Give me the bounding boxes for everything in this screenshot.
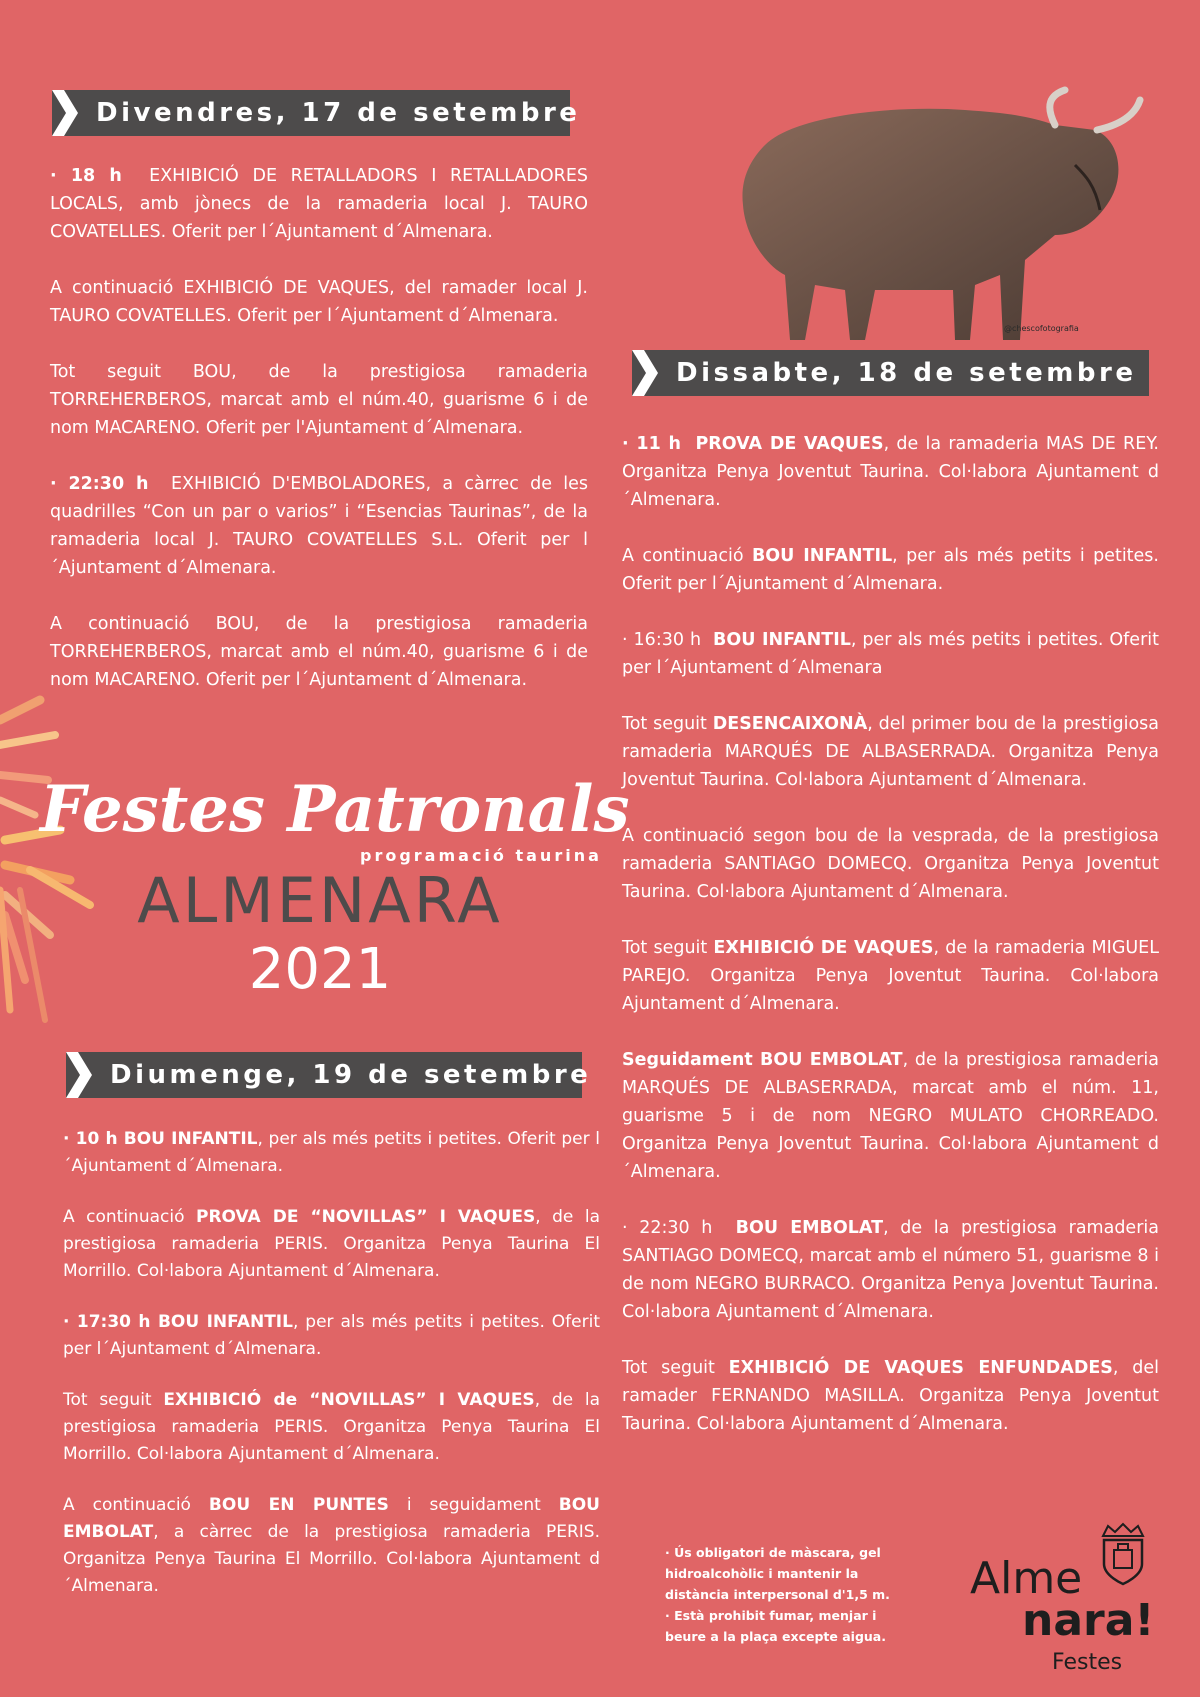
saturday-event-2: A continuació BOU INFANTIL, per als més petits i petites. Oferit per l´Ajuntament d´Almenara. — [622, 546, 1159, 594]
poster-year: 2021 — [248, 937, 392, 1002]
chevron-right-icon — [632, 350, 660, 396]
firework-decoration — [0, 690, 110, 1050]
chevron-right-icon — [52, 90, 80, 136]
almenara-festes-logo — [970, 1518, 1155, 1678]
saturday-event-3: · 16:30 h BOU INFANTIL, per als més petits i petites. Oferit per l´Ajuntament d´Almenara — [622, 630, 1159, 678]
crown-shield-icon — [1098, 1522, 1148, 1586]
friday-event-3: Tot seguit BOU, de la prestigiosa ramaderia TORREHERBEROS, marcat amb el núm.40, guarisme 6 i de nom MACARENO. Oferit per l'Ajuntament d´Almenara. — [50, 362, 588, 438]
note-mask: · Ús obligatori de màscara, gel hidroalcohòlic i mantenir la distància interpersonal d'1,5 m. — [665, 1545, 890, 1602]
safety-notes — [665, 1542, 905, 1647]
logo-line-1: Alme — [970, 1553, 1083, 1604]
poster-title: Festes Patronals — [40, 772, 630, 847]
logo-line-3: Festes — [1052, 1650, 1123, 1675]
poster-subtitle: programació taurina — [360, 846, 602, 865]
friday-event-4: · 22:30 h EXHIBICIÓ D'EMBOLADORES, a càrrec de les quadrilles “Con un par o varios” i “Esencias Taurinas”, de la ramaderia local J. TAURO COVATELLES S.L. Oferit per l´Ajuntament d´Almenara. — [50, 474, 588, 578]
sunday-event-3: · 17:30 h BOU INFANTIL, per als més petits i petites. Oferit per l´Ajuntament d´Almenara. — [63, 1312, 600, 1359]
sunday-event-5: A continuació BOU EN PUNTES i seguidament BOU EMBOLAT, a càrrec de la prestigiosa ramaderia PERIS. Organitza Penya Taurina El Morrillo. Col·labora Ajuntament d´Almenara. — [63, 1495, 600, 1596]
saturday-event-1: · 11 h PROVA DE VAQUES, de la ramaderia MAS DE REY. Organitza Penya Joventut Taurina. Col·labora Ajuntament d´Almenara. — [622, 434, 1159, 510]
sunday-event-1: · 10 h BOU INFANTIL, per als més petits i petites. Oferit per l´Ajuntament d´Almenara. — [63, 1129, 600, 1176]
sunday-events — [63, 1126, 600, 1600]
banner-friday — [52, 90, 581, 136]
saturday-event-9: Tot seguit EXHIBICIÓ DE VAQUES ENFUNDADES, del ramader FERNANDO MASILLA. Organitza Penya Joventut Taurina. Col·labora Ajuntament d´Almenara. — [622, 1358, 1159, 1434]
bull-illustration — [725, 85, 1150, 350]
sunday-event-4: Tot seguit EXHIBICIÓ de “NOVILLAS” I VAQUES, de la prestigiosa ramaderia PERIS. Organitza Penya Taurina El Morrillo. Col·labora Ajuntament d´Almenara. — [63, 1390, 601, 1464]
logo-line-2: nara! — [1022, 1595, 1155, 1646]
note-no-smoking: · Està prohibit fumar, menjar i beure a la plaça excepte aigua. — [665, 1608, 886, 1644]
photo-credit: @chescofotografia — [1004, 324, 1079, 333]
banner-friday-text: Divendres, 17 de setembre — [96, 98, 581, 128]
friday-event-2: A continuació EXHIBICIÓ DE VAQUES, del ramader local J. TAURO COVATELLES. Oferit per l´Ajuntament d´Almenara. — [50, 278, 588, 326]
saturday-event-6: Tot seguit EXHIBICIÓ DE VAQUES, de la ramaderia MIGUEL PAREJO. Organitza Penya Joventut Taurina. Col·labora Ajuntament d´Almenara. — [622, 938, 1159, 1014]
banner-sunday-text: Diumenge, 19 de setembre — [110, 1060, 592, 1090]
friday-event-1: · 18 h EXHIBICIÓ DE RETALLADORS I RETALLADORES LOCALS, amb jònecs de la ramaderia local J. TAURO COVATELLES. Oferit per l´Ajuntament d´Almenara. — [50, 166, 588, 242]
banner-saturday-text: Dissabte, 18 de setembre — [676, 358, 1137, 388]
saturday-event-5: A continuació segon bou de la vesprada, de la prestigiosa ramaderia SANTIAGO DOMECQ. Organitza Penya Joventut Taurina. Col·labora Ajuntament d´Almenara. — [622, 826, 1159, 902]
saturday-event-4: Tot seguit DESENCAIXONÀ, del primer bou de la prestigiosa ramaderia MARQUÉS DE ALBASERRADA. Organitza Penya Joventut Taurina. Col·labora Ajuntament d´Almenara. — [622, 714, 1160, 790]
friday-events — [50, 162, 588, 722]
banner-sunday — [66, 1052, 592, 1098]
town-name: ALMENARA — [137, 864, 503, 937]
friday-event-5: A continuació BOU, de la prestigiosa ramaderia TORREHERBEROS, marcat amb el núm.40, guarisme 6 i de nom MACARENO. Oferit per l´Ajuntament d´Almenara. — [50, 614, 588, 690]
sunday-event-2: A continuació PROVA DE “NOVILLAS” I VAQUES, de la prestigiosa ramaderia PERIS. Organitza Penya Taurina El Morrillo. Col·labora Ajuntament d´Almenara. — [63, 1207, 600, 1281]
saturday-event-8: · 22:30 h BOU EMBOLAT, de la prestigiosa ramaderia SANTIAGO DOMECQ, marcat amb el número 51, guarisme 8 i de nom NEGRO BURRACO. Organitza Penya Joventut Taurina. Col·labora Ajuntament d´Almenara. — [622, 1218, 1159, 1322]
chevron-right-icon — [66, 1052, 94, 1098]
banner-saturday — [632, 350, 1149, 396]
saturday-event-7: Seguidament BOU EMBOLAT, de la prestigiosa ramaderia MARQUÉS DE ALBASERRADA, marcat amb el núm. 11, guarisme 5 i de nom NEGRO MULATO CHORREADO. Organitza Penya Joventut Taurina. Col·labora Ajuntament d´Almenara. — [622, 1050, 1159, 1182]
saturday-events — [622, 430, 1159, 1466]
